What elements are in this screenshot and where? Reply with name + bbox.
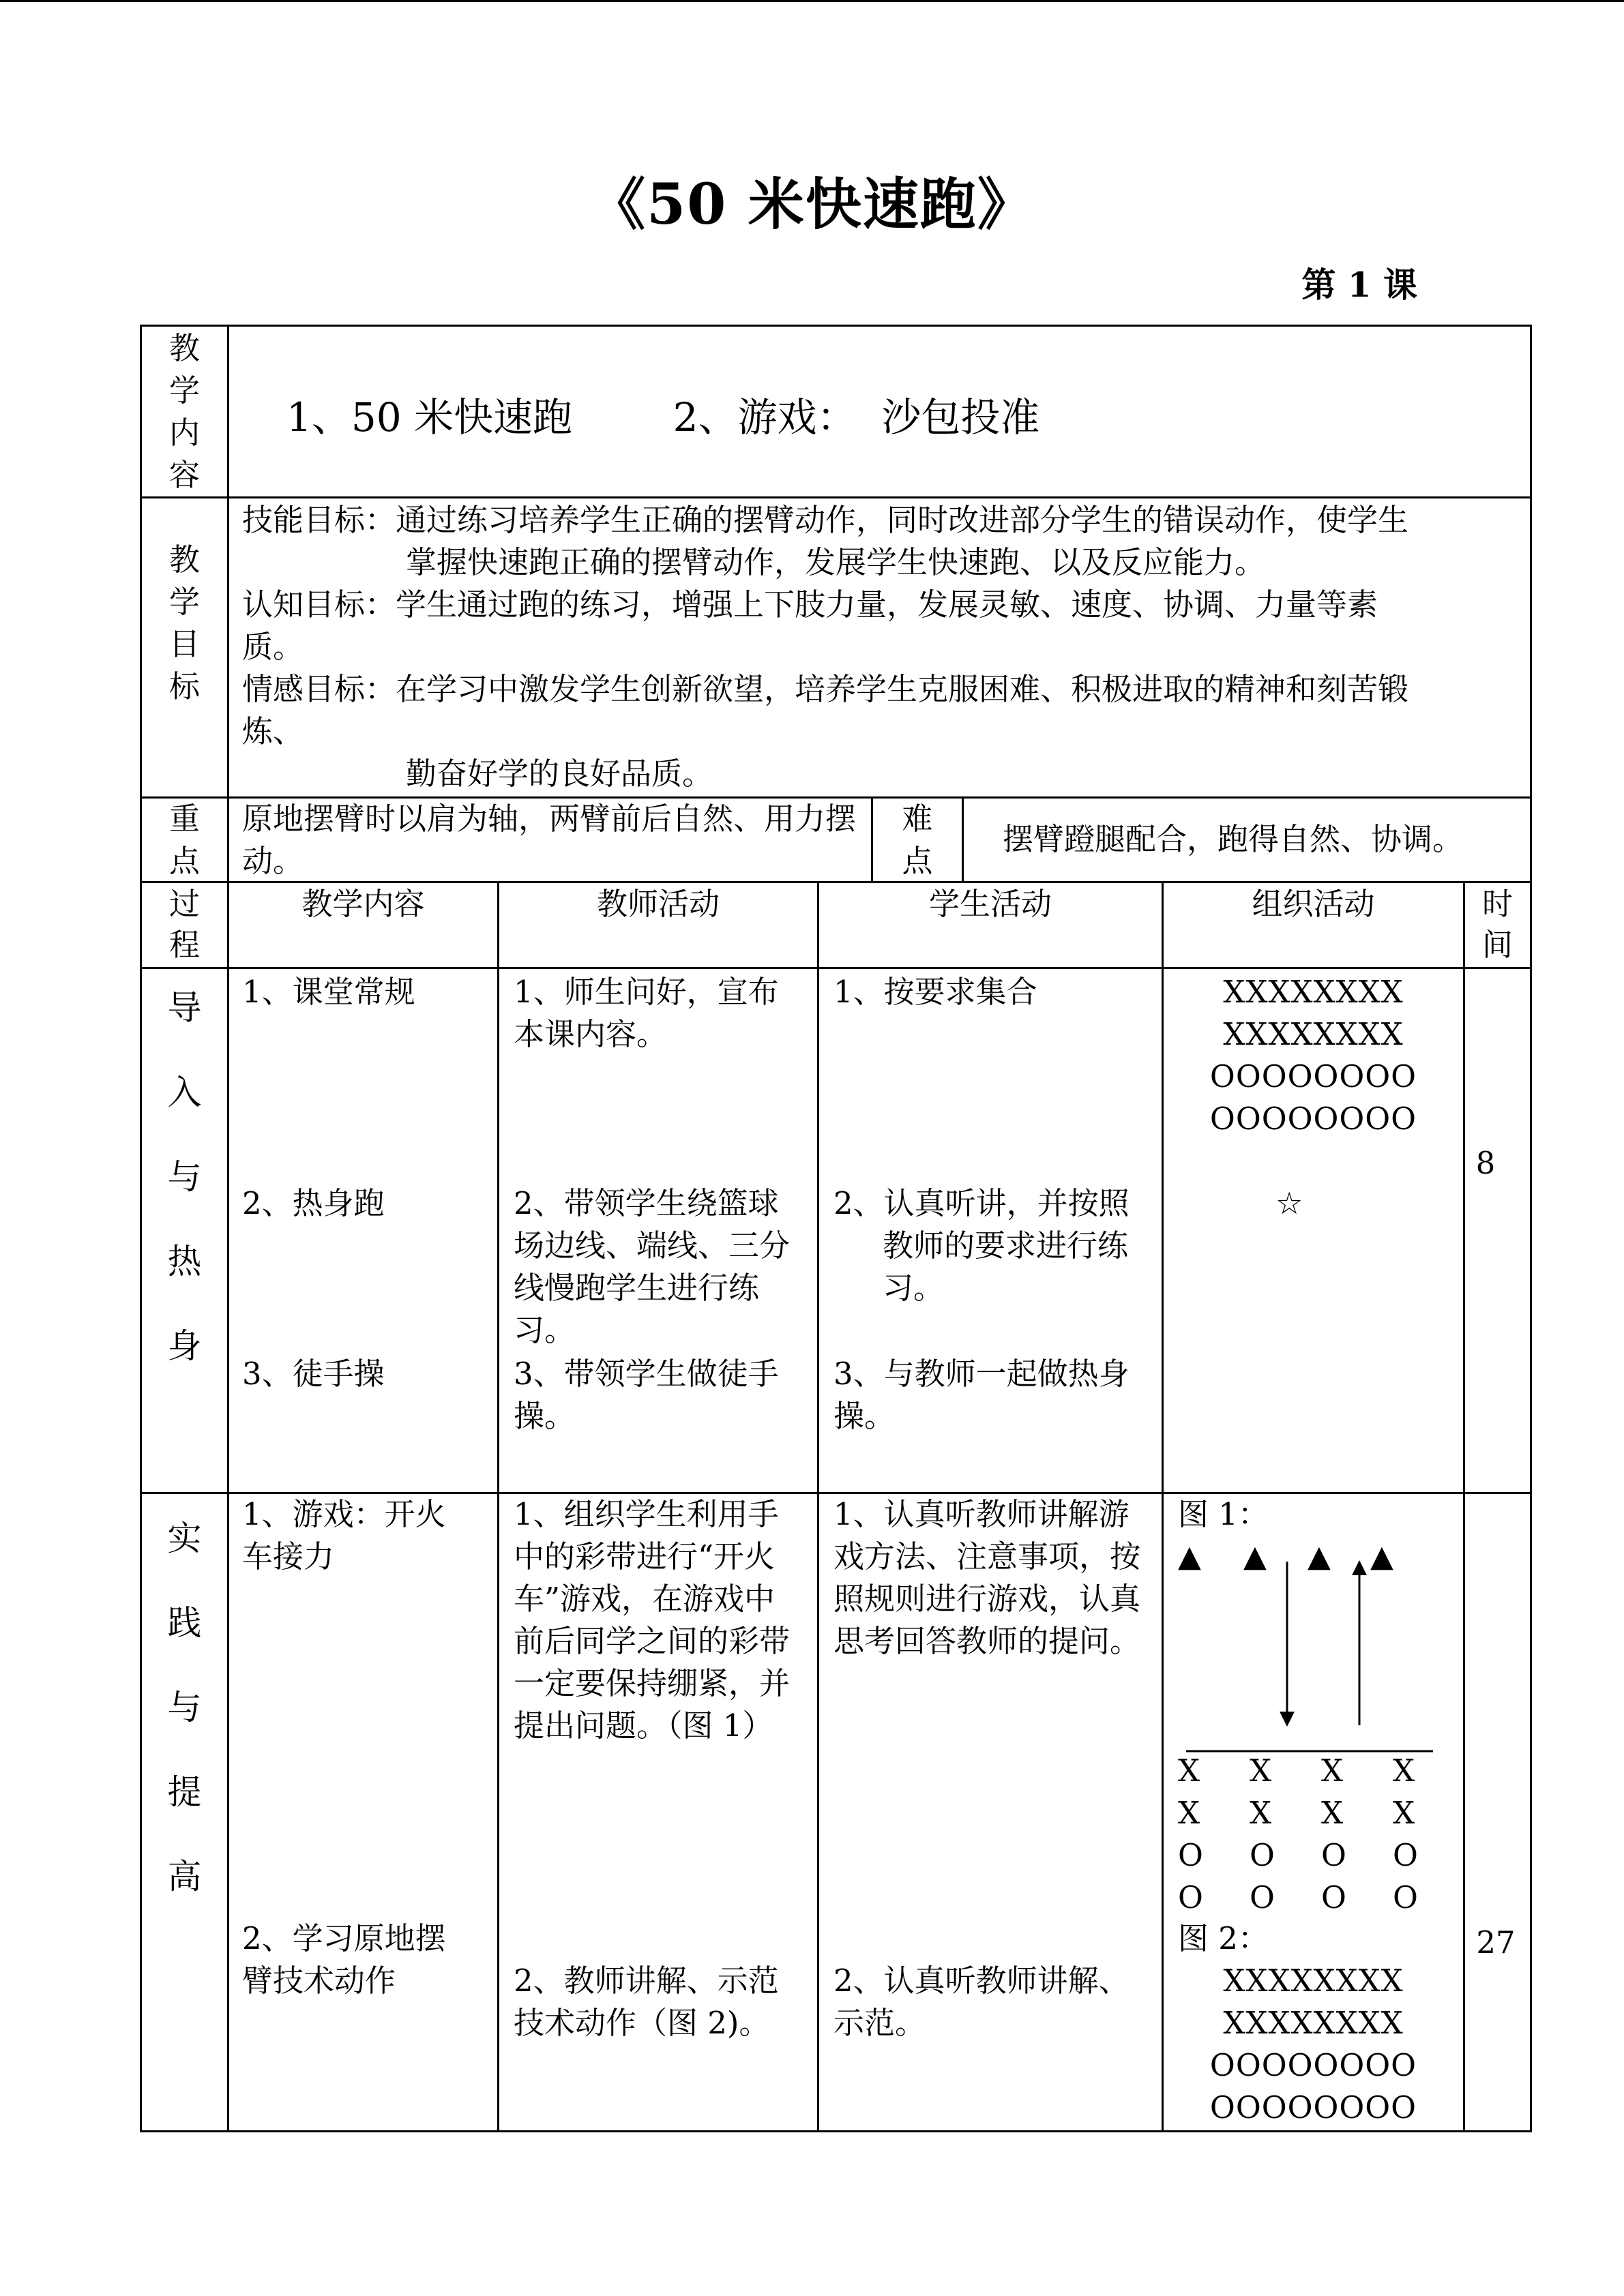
triangle-icon: ▲ <box>1370 1539 1393 1574</box>
warmup-time: 8 <box>1475 1145 1496 1181</box>
figure-2-formation: XXXXXXXX XXXXXXXX OOOOOOOO OOOOOOOO <box>1209 1963 1417 2126</box>
col-divider <box>227 325 229 2132</box>
triangle-icon: ▲ <box>1178 1539 1201 1574</box>
warmup-teacher-1: 1、师生问好，宣布本课内容。 <box>514 974 779 1052</box>
practice-student-1: 1、认真听教师讲解游戏方法、注意事项，按照规则进行游戏，认真思考回答教师的提问。 <box>833 1496 1141 1659</box>
section-warmup-label: 导 入 与 热 身 <box>167 988 202 1366</box>
warmup-student-3: 3、与教师一起做热身操。 <box>833 1356 1130 1434</box>
warmup-teacher-2: 2、带领学生绕篮球场边线、端线、三分线慢跑学生进行练习。 <box>514 1185 791 1348</box>
practice-content-2: 2、学习原地摆臂技术动作 <box>242 1920 446 1999</box>
content-text: 1、50 米快速跑 2、游戏： 沙包投准 <box>286 394 1040 441</box>
figure-1-diagram <box>1164 1548 1463 1759</box>
warmup-content-2: 2、热身跑 <box>242 1185 385 1221</box>
table-border-bottom <box>140 2130 1532 2132</box>
practice-student-2: 2、认真听教师讲解、示范。 <box>833 1963 1130 2041</box>
warmup-teacher-3: 3、带领学生做徒手操。 <box>514 1356 779 1434</box>
figure-1-label: 图 1： <box>1178 1496 1269 1532</box>
key-label: 重 点 <box>168 801 200 879</box>
teacher-star-icon: ☆ <box>1275 1185 1303 1221</box>
triangle-icon: ▲ <box>1308 1539 1331 1574</box>
header-organization: 组织活动 <box>1252 886 1375 922</box>
header-student: 学生活动 <box>928 886 1052 922</box>
practice-time: 27 <box>1476 1924 1516 1960</box>
header-process: 过 程 <box>168 886 200 963</box>
content-label: 教 学 内 容 <box>168 330 200 493</box>
figure-1-grid: X X X X X X X X O O O O O O O O <box>1178 1753 1418 1915</box>
warmup-student-2: 2、认真听讲，并按照教师的要求进行练习。 <box>833 1185 1130 1306</box>
header-content: 教学内容 <box>301 886 425 922</box>
row-divider <box>140 967 1532 969</box>
difficulty-label: 难 点 <box>902 801 933 879</box>
down-arrow-head-icon <box>1280 1712 1295 1727</box>
warmup-content-1: 1、课堂常规 <box>242 974 415 1010</box>
practice-teacher-2: 2、教师讲解、示范技术动作（图 2)。 <box>514 1963 779 2041</box>
key-text: 原地摆臂时以肩为轴，两臂前后自然、用力摆动。 <box>242 801 857 879</box>
top-border <box>0 0 1624 2</box>
triangle-icon: ▲ <box>1243 1539 1267 1574</box>
col-divider <box>497 881 499 2132</box>
goals-text: 技能目标：通过练习培养学生正确的摆臂动作，同时改进部分学生的错误动作，使学生 掌握快速跑正确的摆臂动作，发展学生快速跑、以及反应能力。 认知目标：学生通过跑的练习，增强上下肢力量，发展灵敏、速度、协调、力量等素 质。 情感目标：在学习中激发学生创新欲望，培养学生克服困难、积极进取的精神和刻苦锻 炼、 勤奋好学的良好品质。 <box>242 502 1409 792</box>
table-border-top <box>140 325 1532 327</box>
page-title: 《50 米快速跑》 <box>589 172 1035 237</box>
row-divider <box>140 496 1532 498</box>
practice-teacher-1: 1、组织学生利用手中的彩带进行“开火车”游戏，在游戏中前后同学之间的彩带一定要保持绷紧，并提出问题。（图 1） <box>514 1496 791 1744</box>
warmup-content-3: 3、徒手操 <box>242 1356 385 1392</box>
lesson-number: 第 1 课 <box>1301 265 1417 305</box>
figure-2-label: 图 2： <box>1178 1920 1269 1956</box>
warmup-formation: XXXXXXXX XXXXXXXX OOOOOOOO OOOOOOOO <box>1209 974 1417 1137</box>
header-time: 时 间 <box>1481 886 1513 963</box>
header-teacher: 教师活动 <box>596 886 720 922</box>
goals-label: 教 学 目 标 <box>168 541 200 704</box>
warmup-student-1: 1、按要求集合 <box>833 974 1037 1010</box>
col-divider <box>962 796 964 881</box>
practice-content-1: 1、游戏：开火车接力 <box>242 1496 446 1575</box>
col-divider <box>817 881 819 2132</box>
difficulty-text: 摆臂蹬腿配合，跑得自然、协调。 <box>1003 821 1464 857</box>
section-practice-label: 实 践 与 提 高 <box>167 1519 202 1896</box>
table-border-right <box>1530 325 1532 2132</box>
up-arrow-head-icon <box>1352 1560 1367 1575</box>
